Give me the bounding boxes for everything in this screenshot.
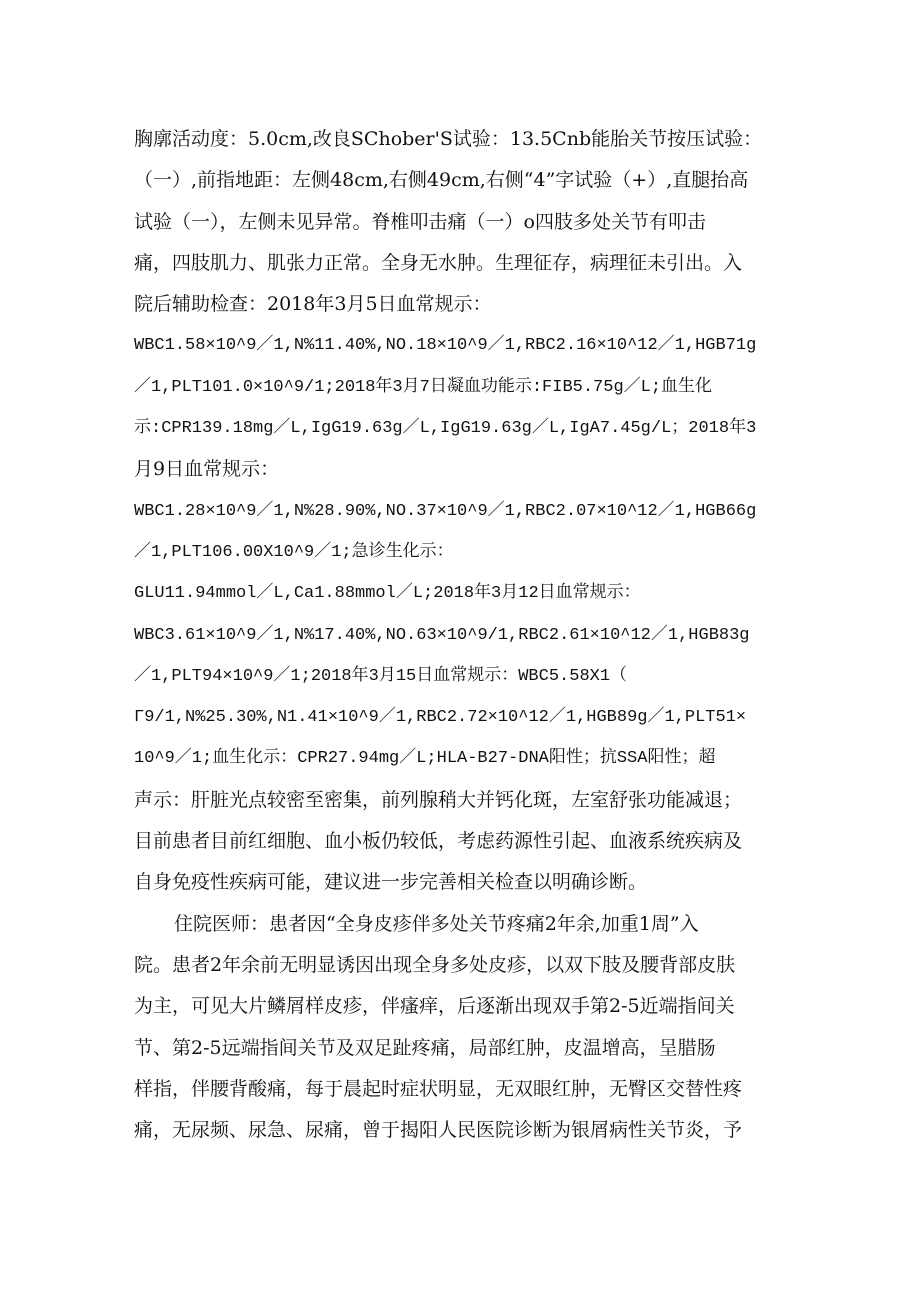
text-line: 目前患者目前红细胞、血小板仍较低，考虑药源性引起、血液系统疾病及 (134, 830, 743, 853)
text-line: 院。患者2年余前无明显诱因出现全身多处皮疹，以双下肢及腰背部皮肤 (134, 953, 736, 976)
text-line: ／1,PLT101.0×10^9/1;2018年3月7日凝血功能示:FIB5.75g／L;血生化 (134, 377, 713, 397)
text-line: 声示：肝脏光点较密至密集，前列腺稍大并钙化斑，左室舒张功能减退； (134, 788, 743, 811)
text-line: 样指，伴腰背酸痛，每于晨起时症状明显，无双眼红肿，无臀区交替性疼 (134, 1077, 743, 1100)
document-body (134, 119, 794, 1151)
text-line: 为主，可见大片鳞屑样皮疹，伴瘙痒，后逐渐出现双手第2-5近端指间关 (134, 995, 735, 1018)
text-line: 痛，无尿频、尿急、尿痛，曾于揭阳人民医院诊断为银屑病性关节炎，予 (134, 1119, 743, 1142)
text-line: GLU11.94mmol／L,Ca1.88mmol／L;2018年3月12日血常规示： (134, 584, 641, 604)
text-line: 10^9／1;血生化示：CPR27.94mg／L;HLA-B27-DNA阳性；抗SSA阳性；超 (134, 749, 716, 769)
text-line: ／1,PLT94×10^9／1;2018年3月15日血常规示：WBC5.58X1（ (134, 666, 628, 686)
text-line: 胸廓活动度：5.0cm,改良SChober'S试验：13.5Cnb能胎关节按压试验： (134, 128, 763, 150)
text-line: WBC3.61×10^9／1,N%17.40%,NO.63×10^9/1,RBC2.61×10^12／1,HGB83g (134, 625, 750, 645)
text-line: WBC1.58×10^9／1,N%11.40%,NO.18×10^9／1,RBC2.16×10^12／1,HGB71g (134, 336, 757, 356)
text-line: 院后辅助检查：2018年3月5日血常规示： (134, 293, 492, 316)
text-line: ／1,PLT106.00X10^9／1;急诊生化示： (134, 542, 454, 562)
text-line: 示:CPR139.18mg／L,IgG19.63g／L,IgG19.63g／L,IgA7.45g/L；2018年3 (134, 419, 757, 439)
text-line: 试验（一），左侧未见异常。脊椎叩击痛（一）o四肢多处关节有叩击 (134, 210, 706, 233)
text-line: WBC1.28×10^9／1,N%28.90%,NO.37×10^9／1,RBC2.07×10^12／1,HGB66g (134, 501, 757, 521)
text-line: 自身免疫性疾病可能，建议进一步完善相关检查以明确诊断。 (134, 871, 648, 894)
text-line: 痛，四肢肌力、肌张力正常。全身无水肿。生理征存，病理征未引出。入 (134, 251, 743, 274)
text-line: 月9日血常规示： (134, 458, 280, 481)
text-line: （一）,前指地距：左侧48cm,右侧49cm,右侧“4”字试验（+）,直腿抬高 (134, 169, 749, 192)
text-line: 节、第2-5远端指间关节及双足趾疼痛，局部红肿，皮温增高，呈腊肠 (134, 1036, 716, 1059)
paragraph-first-line: 住院医师：患者因“全身皮疹伴多处关节疼痛2年余,加重1周”入 (174, 912, 699, 935)
text-line: Γ9/1,N%25.30%,N1.41×10^9／1,RBC2.72×10^12／1,HGB89g／1,PLT51× (134, 708, 747, 728)
